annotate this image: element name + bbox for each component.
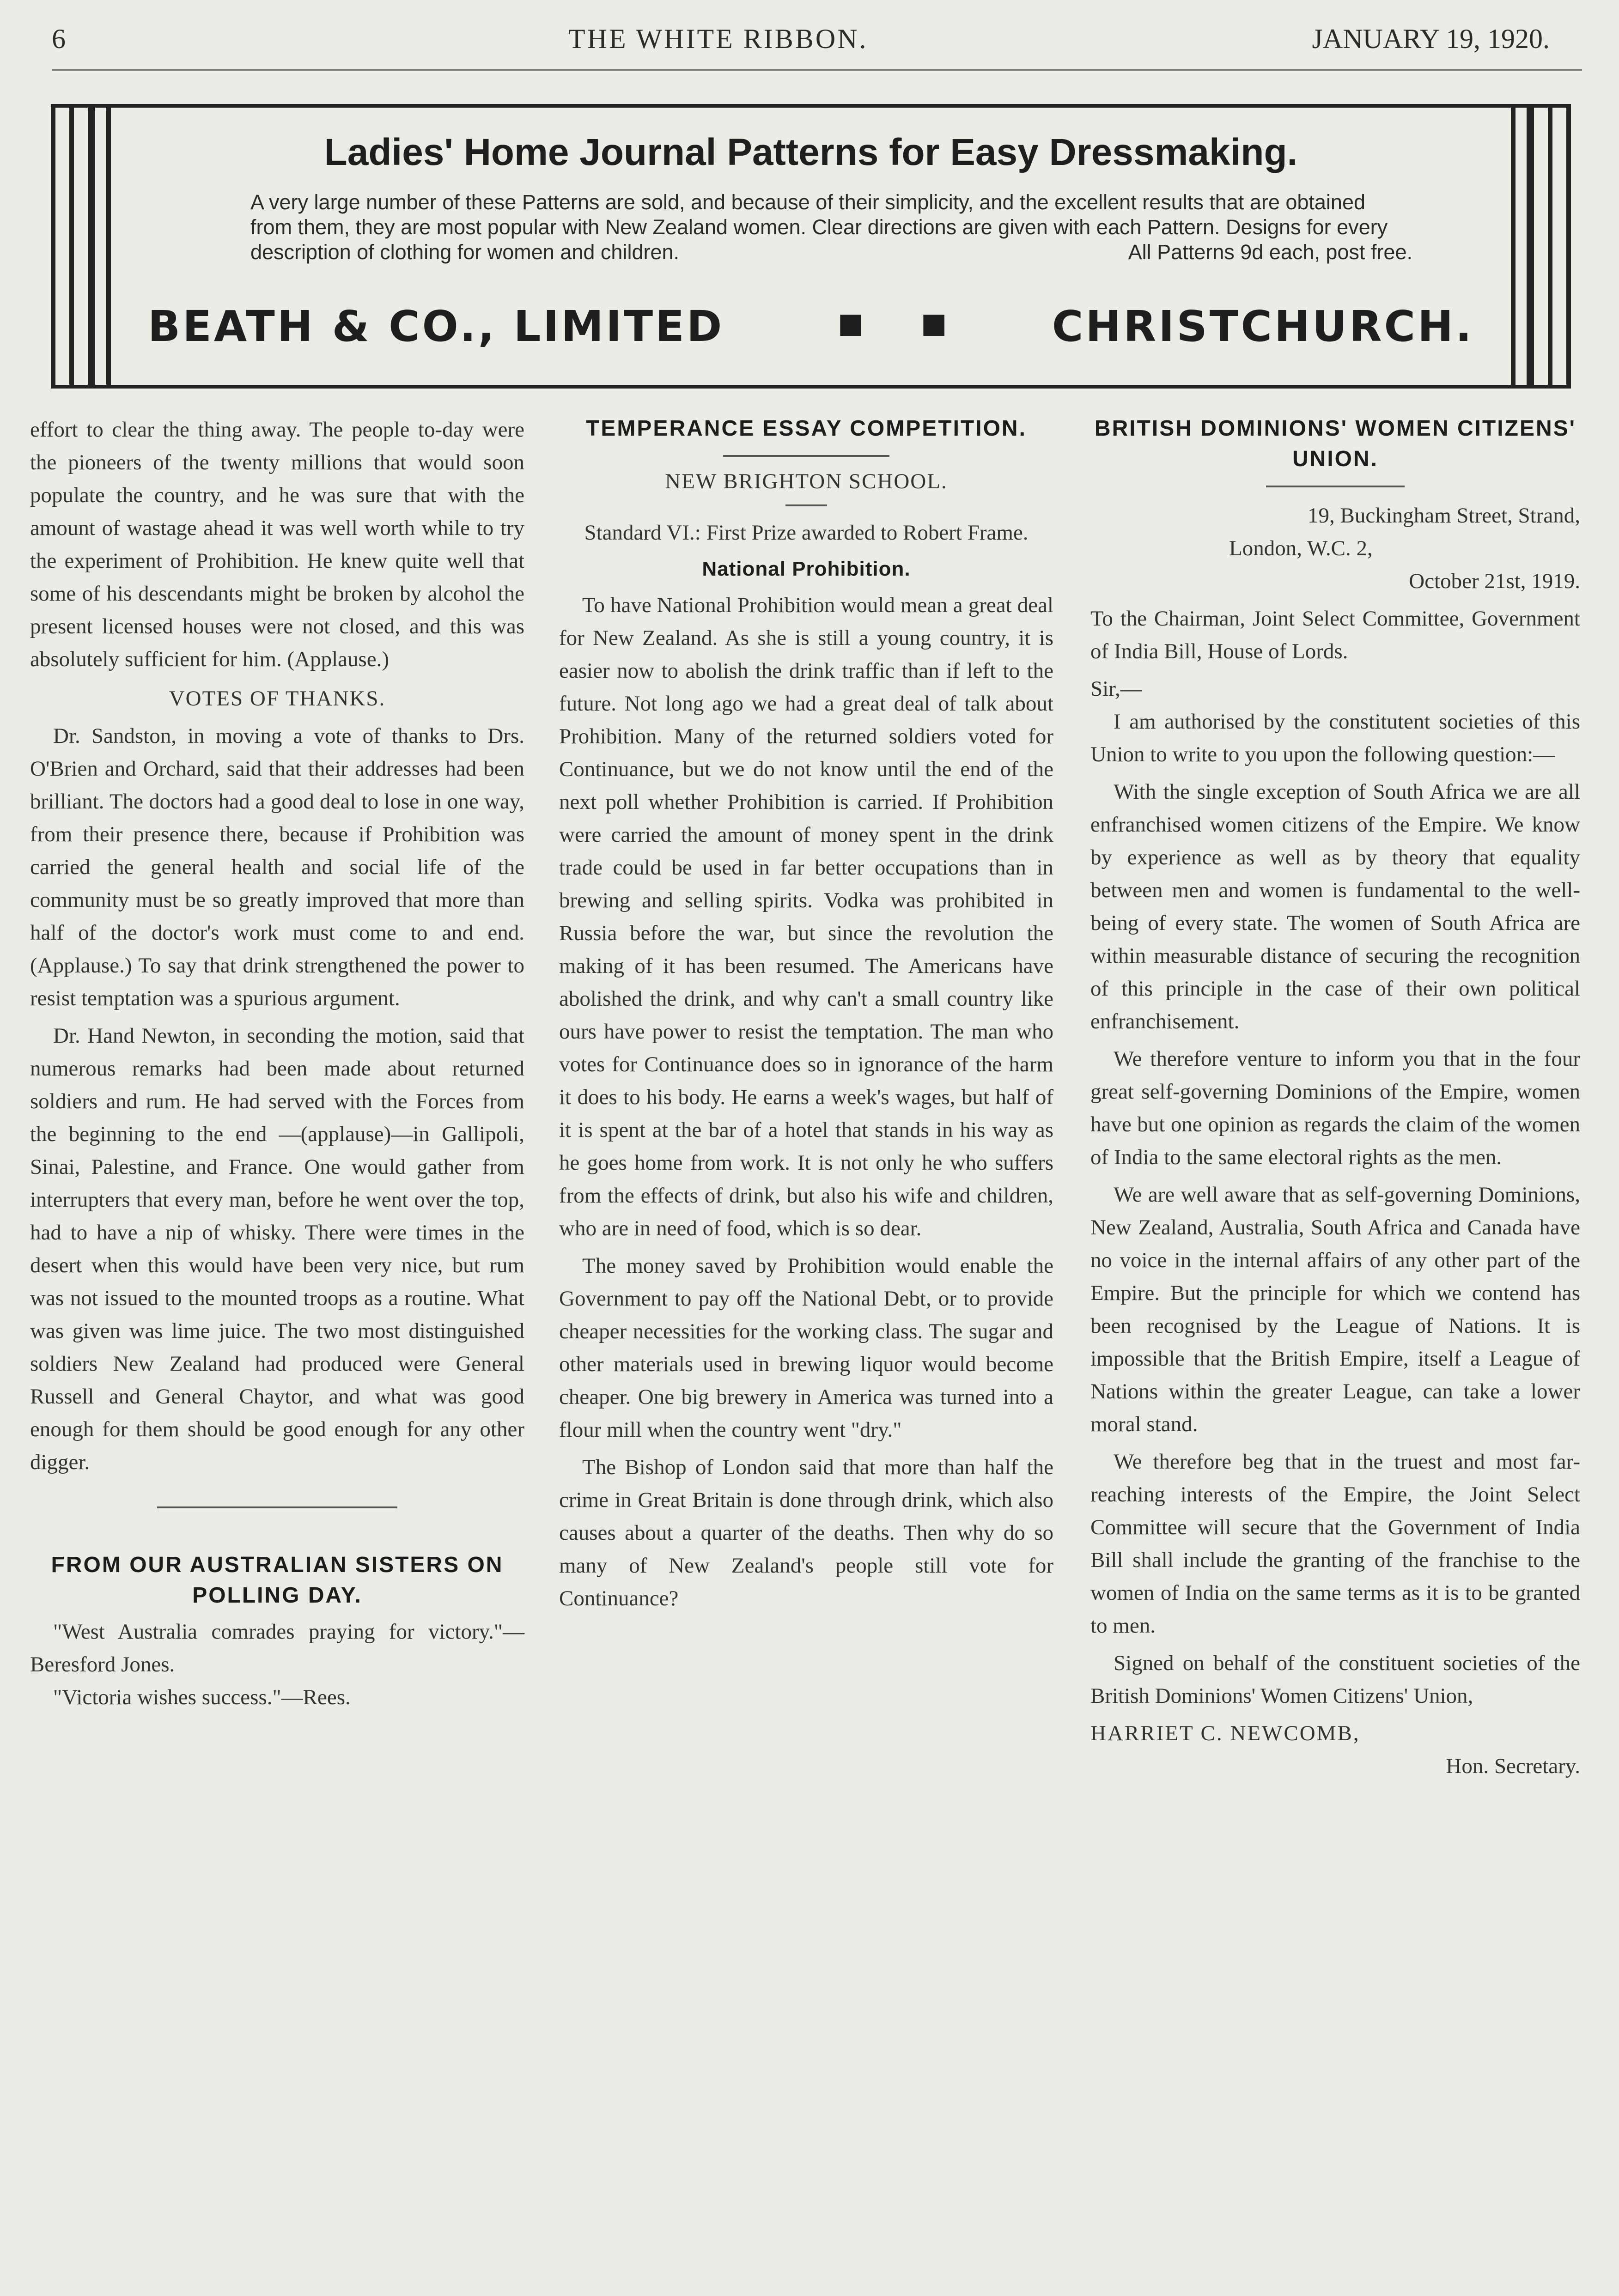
article-paragraph: effort to clear the thing away. The people to-day were the pioneers of the twenty millions that would soon populate the country, and he was sure that with the amount of wastage ahead it was well worth while to try the experiment of Prohibition. He knew quite well that some of his descendants might be broken by alcohol the present licensed houses were not closed, and this was absolutely sufficient for him. (Applause.): [30, 418, 524, 671]
column-1: [30, 413, 524, 1719]
advert-price: All Patterns 9d each, post free.: [1128, 240, 1412, 264]
address-line-1: 19, Buckingham Street, Strand,: [1307, 504, 1580, 528]
letter-salutation: Sir,—: [1090, 677, 1142, 701]
column-3: [1090, 413, 1580, 1783]
heading-rule: [1266, 486, 1405, 487]
essay-paragraph: To have National Prohibition would mean a great deal for New Zealand. As she is still a young country, it is easier now to abolish the drink traffic than if left to the future. Not long ago we had a great deal of talk about Prohibition. Many of the returned soldiers voted for Continuance, but we do not know until the end of the next poll whether Prohibition is carried. If Prohibition were carried the amount of money spent in the drink trade could be used in far better occupations than in brewing and selling spirits. Vodka was prohibited in Russia before the war, but since the revolution the making of it has been resumed. The Americans have abolished the drink, and why can't a small country like ours have power to resist the temptation. The man who votes for Continuance does so in ignorance of the harm it does to his body. He earns a week's wages, but half of it is spent at the bar of a hotel that stands in his way as he goes home from work. It is not only he who suffers from the effects of drink, but also his wife and children, who are in need of food, which is so dear.: [559, 593, 1053, 1240]
essay-competition-heading: TEMPERANCE ESSAY COMPETITION.: [586, 416, 1027, 441]
page-number: 6: [52, 24, 66, 54]
letter-paragraph: We therefore beg that in the truest and most far-reaching interests of the Empire, the Joint Select Committee will secure that the Government of India Bill shall include the granting of the franchise to the women of India on the same terms as it is to be granted to men.: [1090, 1450, 1580, 1638]
article-paragraph: Dr. Hand Newton, in seconding the motion, said that numerous remarks had been made about returned soldiers and rum. He had served with the Forces from the beginning to the end —(applause)—in Gallipoli, Sinai, Palestine, and France. One would gather from interrupters that every man, before he went over the top, had to have a nip of whisky. There were times in the desert when this would have been very nice, but rum was not issued to the mounted troops as a routine. What was given was lime juice. The two most distinguished soldiers New Zealand had produced were General Russell and General Chaytor, and what was good enough for them should be good enough for any other digger.: [30, 1024, 524, 1474]
australian-sisters-heading: FROM OUR AUSTRALIAN SISTERS ON POLLING DAY.: [51, 1553, 504, 1608]
separator-dot: ▪: [836, 297, 868, 346]
article-paragraph: Dr. Sandston, in moving a vote of thanks to Drs. O'Brien and Orchard, said that their addresses had been brilliant. The doctors had a good deal to lose in one way, from their presence there, because if Prohibition was carried the general health and social life of the community must be so greatly improved that more than half of the doctor's work must come to and end. (Applause.) To say that drink strengthened the power to resist temptation was a spurious argument.: [30, 724, 524, 1010]
letter-paragraph: We are well aware that as self-governing Dominions, New Zealand, Australia, South Africa and Canada have no voice in the internal affairs of any other part of the Empire. But the principle for which we contend has been recognised by the League of Nations. It is impossible that the British Empire, itself a League of Nations within the greater League, can take a lower moral stand.: [1090, 1183, 1580, 1436]
signatory-name: HARRIET C. NEWCOMB,: [1090, 1721, 1360, 1745]
running-head: [0, 0, 1619, 106]
advert-city: CHRISTCHURCH.: [1052, 302, 1474, 351]
advert-body-text: A very large number of these Patterns are sold, and because of their simplicity, and the excellent results that are obtained from them, they are most popular with New Zealand women. Clear directions are given with each Pattern. Designs for every description of clothing for women and children.: [250, 190, 1388, 264]
union-heading: BRITISH DOMINIONS' WOMEN CITIZENS' UNION.: [1094, 416, 1576, 471]
separator-dot: ▪: [919, 297, 951, 346]
address-line-2: London, W.C. 2,: [1229, 536, 1373, 560]
votes-of-thanks-heading: VOTES OF THANKS.: [169, 686, 386, 711]
column-2: [559, 413, 1053, 1620]
letter-paragraph: We therefore venture to inform you that in the four great self-governing Dominions of the Empire, women have but one opinion as regards the claim of the women of India to the same electoral rights as the men.: [1090, 1047, 1580, 1169]
left-border-bars: [51, 108, 116, 385]
advert-firm-line: [148, 297, 1474, 351]
heading-rule: [723, 455, 889, 457]
letter-paragraph: With the single exception of South Africa we are all enfranchised women citizens of the Empire. We know by experience as well as by theory that equality between men and women is fundamental to the well-being of every state. The women of South Africa are within measurable distance of securing the recognition of this principle in the case of their own political enfranchisement.: [1090, 780, 1580, 1033]
advert-firm-name: BEATH & CO., LIMITED: [148, 302, 724, 351]
essay-paragraph: The Bishop of London said that more than half the crime in Great Britain is done through drink, which also causes about a quarter of the deaths. Then why do so many of New Zealand's people still vote for Continuance?: [559, 1455, 1053, 1610]
letter-paragraph: I am authorised by the constitutent societies of this Union to write to you upon the following question:—: [1090, 710, 1580, 766]
section-rule: [157, 1506, 397, 1508]
publication-title: THE WHITE RIBBON.: [568, 24, 868, 54]
signatory-title: Hon. Secretary.: [1446, 1754, 1580, 1778]
quote-victoria: "Victoria wishes success."—Rees.: [53, 1685, 351, 1709]
issue-date: JANUARY 19, 1920.: [1312, 24, 1550, 54]
essay-paragraph: The money saved by Prohibition would enable the Government to pay off the National Debt, or to provide cheaper necessities for the working class. The sugar and other materials used in brewing liquor would become cheaper. One big brewery in America was turned into a flour mill when the country went "dry.": [559, 1254, 1053, 1442]
advert-headline: Ladies' Home Journal Patterns for Easy Dressmaking.: [324, 131, 1298, 173]
letter-date: October 21st, 1919.: [1409, 569, 1580, 593]
quote-west-australia: "West Australia comrades praying for victory."—Beresford Jones.: [30, 1620, 524, 1676]
advert-body: [250, 190, 1412, 265]
essay-title: National Prohibition.: [702, 558, 911, 580]
header-rule: [52, 69, 1582, 71]
small-rule: [785, 504, 827, 506]
school-name: NEW BRIGHTON SCHOOL.: [665, 469, 948, 493]
advertisement-box: [51, 104, 1571, 389]
right-border-bars: [1506, 108, 1571, 385]
letter-signoff: Signed on behalf of the constituent societies of the British Dominions' Women Citizens' Union,: [1090, 1651, 1580, 1708]
letter-recipient: To the Chairman, Joint Select Committee, Government of India Bill, House of Lords.: [1090, 607, 1580, 663]
award-line: Standard VI.: First Prize awarded to Robert Frame.: [584, 521, 1029, 545]
